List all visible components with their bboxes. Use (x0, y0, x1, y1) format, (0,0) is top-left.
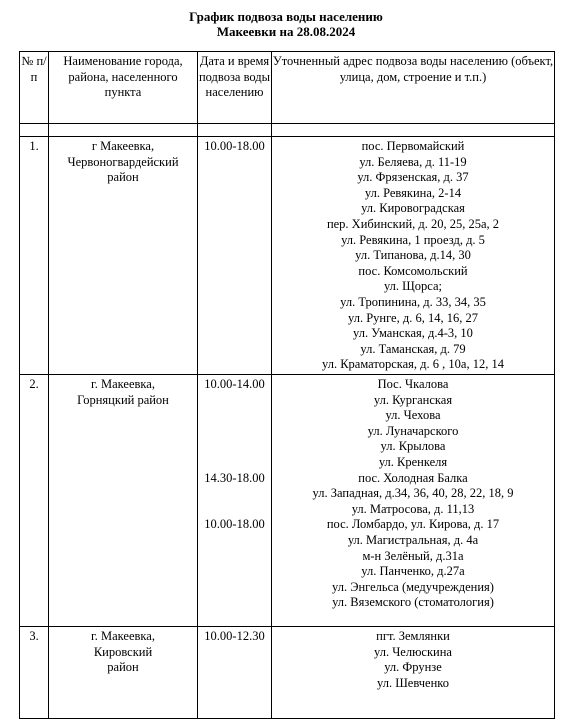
document-subtitle: Макеевки на 28.08.2024 (216, 24, 356, 39)
time-cell (198, 137, 272, 375)
district-cell (49, 137, 198, 375)
address-line: ул. Вяземского (стоматология) (332, 595, 494, 610)
district-line: район (107, 170, 139, 185)
address-line: ул. Челюскина (374, 644, 452, 659)
address-line: пос. Ломбардо, ул. Кирова, д. 17 (326, 517, 500, 532)
header-time: Дата и время подвоза воды населению (198, 52, 272, 124)
address-line: ул. Уманская, д.4-3, 10 (353, 326, 473, 341)
address-line: ул. Луначарского (367, 423, 459, 438)
address-line: ул. Беляева, д. 11-19 (359, 154, 467, 169)
time-slot: 10.00-18.00 (204, 517, 265, 532)
time-slot: 10.00-14.00 (204, 377, 265, 391)
address-line: ул. Ревякина, 2-14 (364, 185, 462, 200)
address-line: ул. Шевченко (377, 675, 449, 690)
address-cell (272, 137, 555, 375)
address-cell (272, 627, 555, 719)
address-line: ул. Типанова, д.14, 30 (355, 248, 471, 263)
address-line: ул. Ревякина, 1 проезд, д. 5 (341, 232, 485, 247)
district-line: г. Макеевка, (91, 377, 155, 391)
address-line: ул. Западная, д.34, 36, 40, 28, 22, 18, 9 (312, 486, 514, 501)
district-line: г. Макеевка, (91, 629, 155, 643)
address-line: пос. Холодная Балка (358, 470, 468, 485)
address-line: ул. Курганская (373, 392, 453, 407)
address-line: ул. Фрязенская, д. 37 (357, 170, 469, 185)
address-line: ул. Матросова, д. 11,13 (351, 501, 475, 516)
spacer-row (20, 124, 555, 137)
document-title: График подвоза воды населению (189, 9, 383, 24)
row-number: 2. (20, 375, 49, 627)
address-line: ул. Крылова (380, 439, 446, 454)
address-line: ул. Панченко, д.27а (361, 564, 465, 579)
address-line: пос. Комсомольский (358, 263, 468, 278)
header-number: № п/п (20, 52, 49, 124)
address-line: пгт. Землянки (376, 629, 450, 643)
table-row (20, 627, 555, 719)
time-cell (198, 375, 272, 627)
time-slot: 14.30-18.00 (204, 470, 265, 485)
district-line: г Макеевка, (91, 139, 155, 153)
address-line: ул. Магистральная, д. 4а (347, 532, 479, 547)
address-line: ул. Кировоградская (361, 201, 465, 216)
address-line: ул. Тропинина, д. 33, 34, 35 (340, 294, 486, 309)
table-row (20, 375, 555, 627)
header-address: Уточненный адрес подвоза воды населению (объект, улица, дом, строение и т.п.) (272, 52, 555, 124)
district-line: Горняцкий район (77, 392, 169, 407)
address-line: ул. Рунге, д. 6, 14, 16, 27 (348, 310, 478, 325)
address-line: ул. Кренкеля (378, 454, 448, 469)
address-line: ул. Щорса; (383, 279, 443, 294)
district-line: Червоногвардейский (67, 154, 179, 169)
row-number: 3. (20, 627, 49, 719)
address-line: ул. Таманская, д. 79 (360, 341, 466, 356)
time-cell (198, 627, 272, 719)
table-row (20, 137, 555, 375)
address-line: ул. Краматорская, д. 6 , 10а, 12, 14 (322, 357, 504, 372)
row-number: 1. (20, 137, 49, 375)
time-slot: 10.00-12.30 (204, 629, 265, 643)
district-line: Кировский (93, 644, 153, 659)
address-line: ул. Энгельса (медучреждения) (332, 579, 494, 594)
address-line: пос. Первомайский (361, 139, 465, 153)
header-district: Наименование города, района, населенного пункта (49, 52, 198, 124)
address-line: ул. Фрунзе (384, 660, 442, 675)
district-line: район (107, 660, 139, 675)
time-slot: 10.00-18.00 (204, 139, 265, 153)
district-cell (49, 627, 198, 719)
water-schedule-table (19, 51, 555, 719)
district-cell (49, 375, 198, 627)
address-line: пер. Хибинский, д. 20, 25, 25а, 2 (326, 216, 500, 231)
table-header-row (20, 52, 555, 124)
address-line: ул. Чехова (385, 408, 441, 423)
address-line: Пос. Чкалова (377, 377, 449, 391)
address-cell (272, 375, 555, 627)
address-line: м-н Зелёный, д.31а (362, 548, 464, 563)
